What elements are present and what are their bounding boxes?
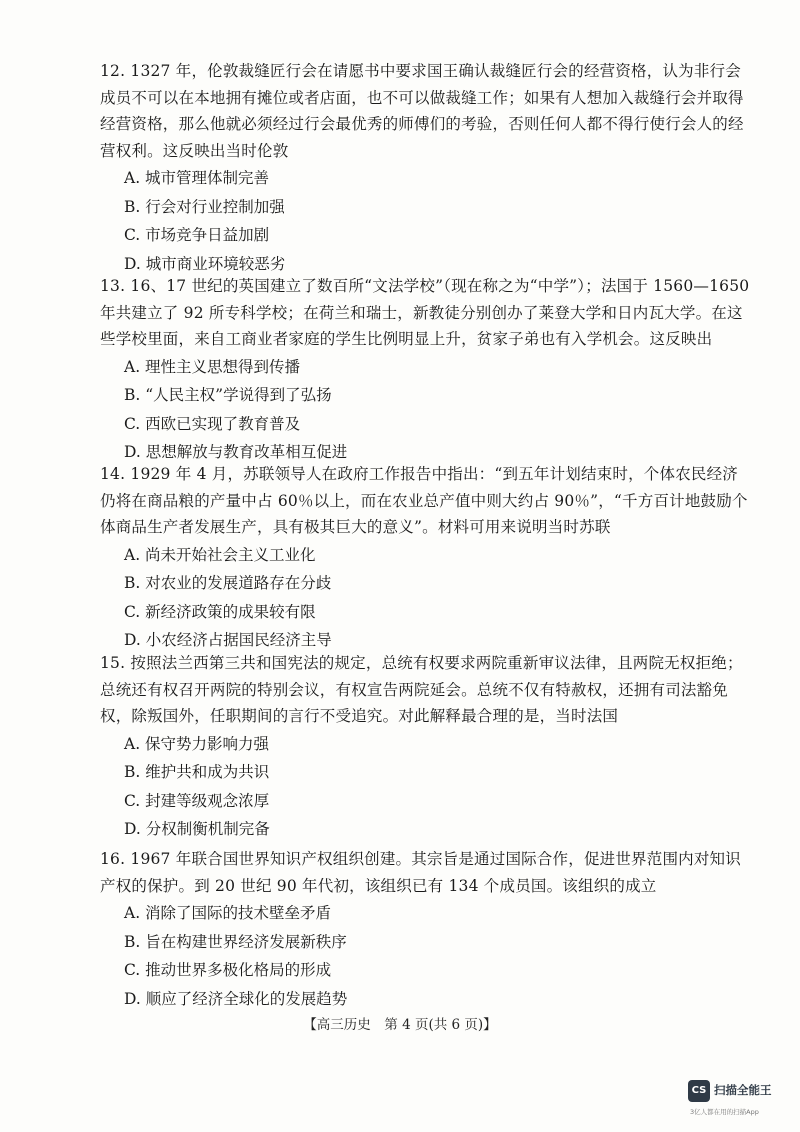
option-c: C. 新经济政策的成果较有限: [124, 602, 316, 621]
option-b: B. 维护共和成为共识: [124, 763, 270, 781]
question-stem: 14. 1929 年 4 月，苏联领导人在政府工作报告中指出：“到五年计划结束时，个体农民经济仍将在商品粮的产量中占 60％以上，而在农业总产值中则大约占 90％”，“千方百计地鼓励个体商品生产者发展生产，具有极其巨大的意义”。材料可用来说明当时苏联: [100, 465, 748, 536]
option-list: [100, 164, 750, 278]
option-d: D. 分权制衡机制完备: [124, 820, 270, 838]
question-16: [100, 846, 750, 1013]
option-list: [100, 899, 750, 1013]
question-12: [100, 58, 750, 278]
option-a: A. 保守势力影响力强: [124, 734, 270, 753]
question-13: [100, 273, 750, 467]
option-b: B. 对农业的发展道路存在分歧: [124, 574, 332, 592]
option-c: C. 封建等级观念浓厚: [124, 791, 270, 810]
watermark-tagline: 3亿人都在用的扫描App: [690, 1108, 759, 1116]
question-stem: 13. 16、17 世纪的英国建立了数百所“文法学校”（现在称之为“中学”）；法国于 1560—1650 年共建立了 92 所专科学校；在荷兰和瑞士，新教徒分别创办了莱登大学和日内瓦大学。在这些学校里面，来自工商业者家庭的学生比例明显上升，贫家子弟也有入学机会。这反映出: [100, 277, 750, 348]
option-b: B. 旨在构建世界经济发展新秩序: [124, 932, 347, 951]
option-d: D. 小农经济占据国民经济主导: [124, 631, 332, 649]
scanner-watermark: [688, 1080, 792, 1120]
question-stem: 15. 按照法兰西第三共和国宪法的规定，总统有权要求两院重新审议法律，且两院无权拒绝；总统还有权召开两院的特别会议，有权宣告两院延会。总统不仅有特赦权，还拥有司法豁免权，除叛国外，任职期间的言行不受追究。对此解释最合理的是，当时法国: [100, 654, 743, 725]
question-14: [100, 461, 750, 655]
watermark-app-name: 扫描全能王: [714, 1083, 772, 1097]
option-list: [100, 730, 750, 844]
option-c: C. 西欧已实现了教育普及: [124, 414, 301, 433]
option-b: B. “人民主权”学说得到了弘扬: [124, 386, 332, 404]
question-stem: 16. 1967 年联合国世界知识产权组织创建。其宗旨是通过国际合作，促进世界范围内对知识产权的保护。到 20 世纪 90 年代初，该组织已有 134 个成员国。该组织的成立: [100, 850, 741, 895]
option-a: A. 理性主义思想得到传播: [124, 357, 301, 376]
option-a: A. 城市管理体制完善: [124, 169, 270, 187]
option-a: A. 尚未开始社会主义工业化: [124, 545, 316, 564]
page-footer: 【高三历史 第 4 页(共 6 页)】: [303, 1017, 497, 1033]
option-d: D. 思想解放与教育改革相互促进: [124, 443, 348, 461]
option-c: C. 推动世界多极化格局的形成: [124, 961, 332, 979]
option-list: [100, 353, 750, 467]
option-a: A. 消除了国际的技术壁垒矛盾: [124, 904, 332, 922]
camscanner-logo-icon: CS: [688, 1080, 710, 1102]
question-15: [100, 650, 750, 844]
question-stem: 12. 1327 年，伦敦裁缝匠行会在请愿书中要求国王确认裁缝匠行会的经营资格，认为非行会成员不可以在本地拥有摊位或者店面，也不可以做裁缝工作；如果有人想加入裁缝行会并取得经营资格，那么他就必须经过行会最优秀的师傅们的考验，否则任何人都不得行使行会人的经营权利。这反映出当时伦敦: [100, 62, 744, 160]
option-c: C. 市场竞争日益加剧: [124, 226, 270, 244]
option-b: B. 行会对行业控制加强: [124, 197, 285, 216]
option-d: D. 城市商业环境较恶劣: [124, 254, 286, 273]
option-list: [100, 541, 750, 655]
option-d: D. 顺应了经济全球化的发展趋势: [124, 989, 348, 1008]
